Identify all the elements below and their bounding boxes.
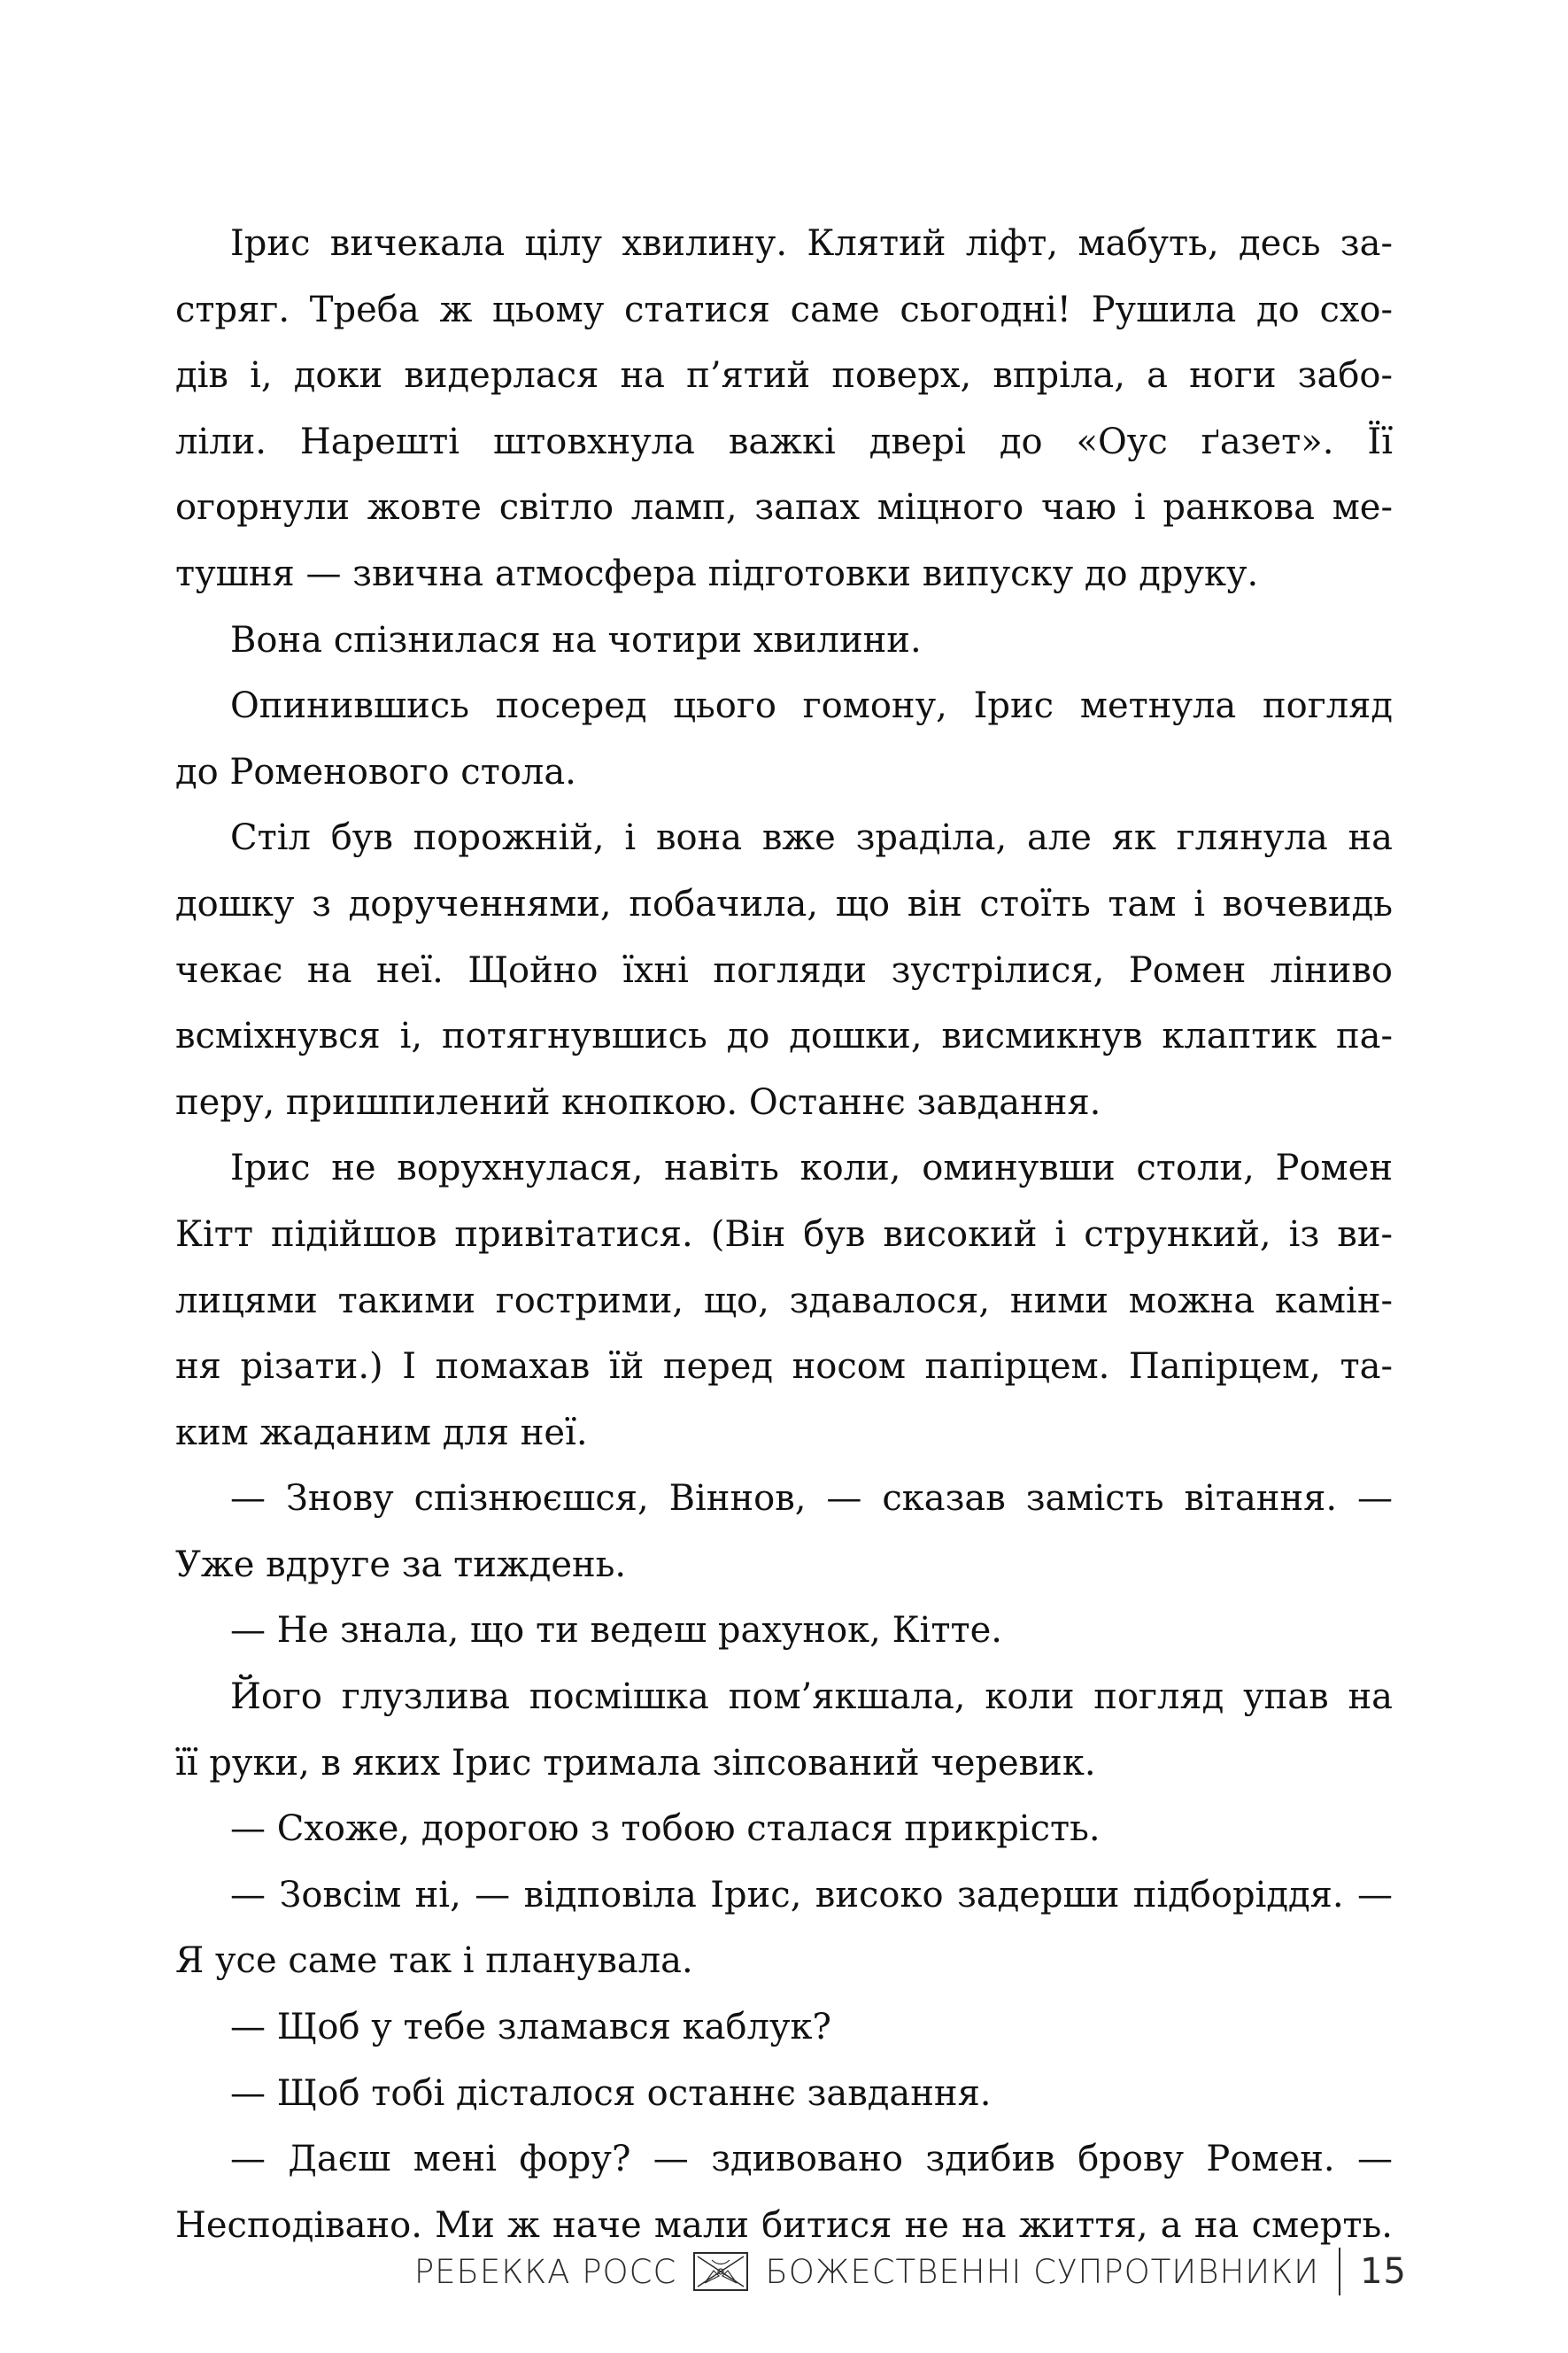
paragraph-line: Стіл був порожній, і вона вже зраділа, але як глянула на <box>230 817 1393 859</box>
page-number: 15 <box>1360 2251 1407 2292</box>
paragraph-line: всміхнувся і, потягнувшись до дошки, висмикнув клаптик па- <box>175 1016 1393 1057</box>
paragraph-line: ня різати.) І помахав їй перед носом папірцем. Папірцем, та- <box>175 1346 1393 1388</box>
dialogue-line: — Знову спізнюєшся, Віннов, — сказав замість вітання. — <box>230 1478 1393 1520</box>
paragraph-line: Кітт підійшов привітатися. (Він був високий і стрункий, із ви- <box>175 1213 1393 1255</box>
dialogue-line: — Зовсім ні, — відповіла Ірис, високо задерши підборіддя. — <box>230 1874 1393 1916</box>
paragraph-line: Його глузлива посмішка пом’якшала, коли погляд упав на <box>230 1676 1393 1718</box>
paragraph-line: огорнули жовте світло ламп, запах міцного чаю і ранкова ме- <box>175 487 1393 529</box>
body-text <box>175 211 1393 2258</box>
paragraph-line: ліли. Нарешті штовхнула важкі двері до «Оус ґазет». Її <box>175 421 1393 462</box>
dialogue-line: — Не знала, що ти ведеш рахунок, Кітте. <box>230 1610 1002 1652</box>
paragraph-line: ким жаданим для неї. <box>175 1412 588 1453</box>
paragraph-line: дошку з дорученнями, побачила, що він стоїть там і вочевидь <box>175 883 1393 925</box>
paragraph-line: дів і, доки видерлася на п’ятий поверх, впріла, а ноги забо- <box>175 355 1393 397</box>
paragraph-line: Вона спізнилася на чотири хвилини. <box>230 619 922 661</box>
paragraph-line: Ірис не ворухнулася, навіть коли, оминувши столи, Ромен <box>230 1148 1393 1189</box>
dialogue-line: — Схоже, дорогою з тобою сталася прикрість. <box>230 1808 1101 1850</box>
footer-author: РЕБЕККА РОСС <box>413 2252 677 2291</box>
paragraph-line: Ірис вичекала цілу хвилину. Клятий ліфт, мабуть, десь за- <box>230 223 1393 264</box>
running-footer <box>414 2241 1407 2303</box>
paragraph-line: тушня — звична атмосфера підготовки випуску до друку. <box>175 553 1259 594</box>
dialogue-line: — Щоб тобі дісталося останнє завдання. <box>230 2072 992 2114</box>
footer-divider <box>1339 2248 1340 2295</box>
dialogue-line: — Щоб у тебе зламався каблук? <box>230 2007 831 2048</box>
footer-book-title: БОЖЕСТВЕННІ СУПРОТИВНИКИ <box>765 2252 1320 2291</box>
dialogue-line: Я усе саме так і планувала. <box>175 1940 693 1982</box>
crossed-quills-emblem-icon <box>692 2251 749 2292</box>
paragraph-line: Опинившись посеред цього гомону, Ірис метнула погляд <box>230 685 1393 727</box>
paragraph-line: перу, пришпилений кнопкою. Останнє завдання. <box>175 1081 1101 1123</box>
paragraph-line: до Роменового стола. <box>175 751 576 793</box>
paragraph-line: її руки, в яких Ірис тримала зіпсований черевик. <box>175 1742 1096 1784</box>
dialogue-line: Уже вдруге за тиждень. <box>175 1544 627 1585</box>
paragraph-line: стряг. Треба ж цьому статися саме сьогодні! Рушила до схо- <box>175 289 1393 330</box>
paragraph-line: чекає на неї. Щойно їхні погляди зустрілися, Ромен ліниво <box>175 949 1393 991</box>
dialogue-line: — Даєш мені фору? — здивовано здибив брову Ромен. — <box>230 2139 1393 2180</box>
paragraph-line: лицями такими гострими, що, здавалося, ними можна камін- <box>175 1280 1393 1321</box>
dialogue-line: Несподівано. Ми ж наче мали битися не на життя, а на смерть. <box>175 2204 1393 2246</box>
